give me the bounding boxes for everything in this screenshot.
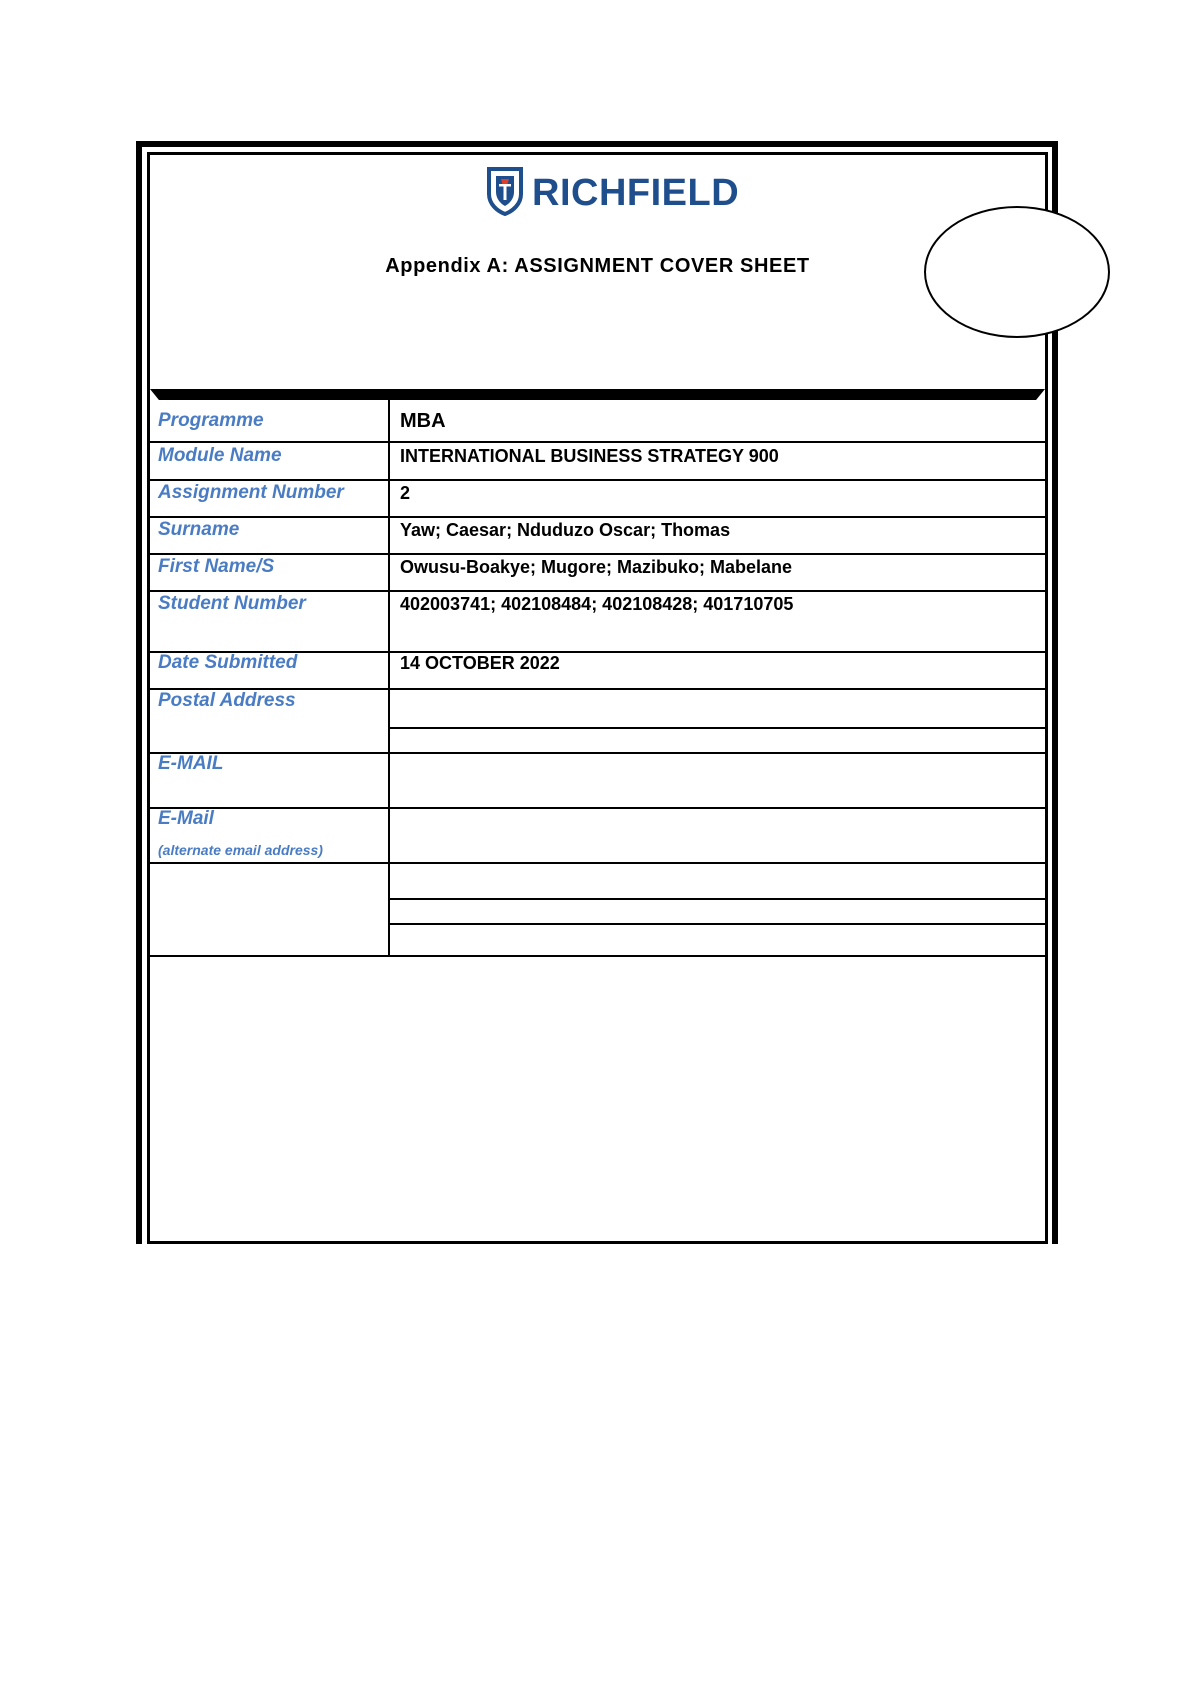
page-title: Appendix A: ASSIGNMENT COVER SHEET [385, 255, 810, 277]
shield-torch-icon [486, 166, 524, 221]
label-programme: Programme [158, 410, 264, 431]
row-divider [150, 807, 1045, 809]
value-module-name: INTERNATIONAL BUSINESS STRATEGY 900 [400, 446, 779, 466]
value-student-number: 402003741; 402108484; 402108428; 401710705 [400, 594, 794, 614]
header-separator [150, 389, 1045, 400]
label-first-names: First Name/S [158, 556, 275, 577]
label-surname: Surname [158, 519, 240, 540]
label-alt-email: E-Mail [158, 808, 214, 829]
label-postal-address: Postal Address [158, 690, 296, 711]
label-assignment-number: Assignment Number [158, 482, 344, 503]
row-divider [150, 553, 1045, 555]
value-surname: Yaw; Caesar; Nduduzo Oscar; Thomas [400, 520, 731, 540]
row-divider [150, 862, 1045, 864]
stamp-oval [924, 206, 1110, 338]
value-programme: MBA [400, 410, 446, 432]
label-student-number: Student Number [158, 593, 306, 614]
subrow-divider [388, 898, 1045, 900]
value-date-submitted: 14 OCTOBER 2022 [400, 653, 560, 673]
column-divider [388, 389, 390, 955]
row-divider [150, 955, 1045, 957]
label-date-submitted: Date Submitted [158, 652, 298, 673]
label-alt-email-note: (alternate email address) [158, 842, 323, 858]
logo-text: RICHFIELD [532, 171, 740, 214]
subrow-divider [388, 923, 1045, 925]
value-assignment-number: 2 [400, 483, 411, 503]
value-first-names: Owusu-Boakye; Mugore; Mazibuko; Mabelane [400, 557, 793, 577]
richfield-logo [486, 167, 739, 219]
row-divider [150, 516, 1045, 518]
row-divider [150, 479, 1045, 481]
label-email: E-MAIL [158, 753, 224, 774]
row-divider [150, 590, 1045, 592]
subrow-divider [388, 727, 1045, 729]
row-divider [150, 752, 1045, 754]
row-divider [150, 441, 1045, 443]
label-module-name: Module Name [158, 445, 282, 466]
